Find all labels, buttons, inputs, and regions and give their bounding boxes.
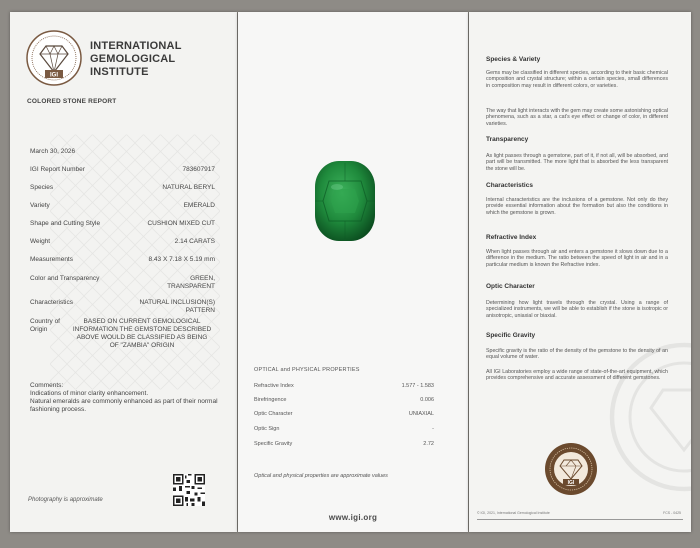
optical-note: Optical and physical properties are approximate values bbox=[254, 473, 388, 479]
section-text-optic-character: Determining how light travels through the crystal. Using a range of specialized instruments, we will be able to establish if the stone is isotropic or anisotropic, uniaxial or biaxial. bbox=[486, 300, 668, 319]
form-code: FCS - 0425 bbox=[663, 511, 681, 515]
section-title-optic-character: Optic Character bbox=[486, 283, 535, 290]
section-title-characteristics: Characteristics bbox=[486, 182, 533, 189]
section-text-specific-gravity-2: All IGI Laboratories employ a wide range of state-of-the-art equipment, which provides comprehensive and accurate assessment of different gemstones. bbox=[486, 369, 668, 382]
emerald-gemstone-image bbox=[313, 159, 377, 243]
report-middle-panel: OPTICAL and PHYSICAL PROPERTIES Refractive Index 1.577 - 1.583 Birefringence 0.006 Optic Character UNIAXIAL Optic Sign - Specific Gravity 2.72 Optical and physical properties are approximate values www.igi.org bbox=[238, 12, 468, 532]
section-title-refractive-index: Refractive Index bbox=[486, 234, 537, 241]
section-text-characteristics: Internal characteristics are the inclusions of a gemstone. Not only do they provide essential information about the formation but also the conditions in which the gemstone is grown. bbox=[486, 197, 668, 216]
svg-text:IGI: IGI bbox=[49, 72, 59, 79]
section-title-species: Species & Variety bbox=[486, 56, 541, 63]
report-front-panel: IGI INTERNATIONAL GEMOLOGICAL INSTITUTE COLORED STONE REPORT March 30, 2026 IGI Report Number 783607917 Species NATURAL BERYL Variety EMERALD Shape and Cutting Style CUSHION MIXED CUT Weight 2.14 CARATS Measurements 8.43 X 7.18 X 5.19 mm Color and Transparency GREEN, TRANSPARENT Characteristics NATURAL INCLUSION(S) PATTERN Country of Origin BASED ON CURRENT GEMOLOGICAL INFORMATION THE GEMSTONE DESCRIBED ABOVE WOULD BE CLASSIFIED AS BEING OF "ZAMBIA" ORIGIN Comments: Indications of minor clarity enhancement. Natural emeralds are commonly enhanced as part of their normal fashioning process. Photography is approximate bbox=[10, 12, 237, 532]
institute-name: INTERNATIONAL GEMOLOGICAL INSTITUTE bbox=[90, 40, 182, 78]
report-title: COLORED STONE REPORT bbox=[27, 98, 117, 105]
svg-text:IGI: IGI bbox=[567, 480, 575, 486]
igi-seal-icon bbox=[544, 442, 598, 496]
copyright-text: © IGI, 2021, International Gemological Institute bbox=[477, 511, 550, 515]
photo-note: Photography is approximate bbox=[28, 497, 103, 503]
origin-value: BASED ON CURRENT GEMOLOGICAL INFORMATION THE GEMSTONE DESCRIBED ABOVE WOULD BE CLASSIFIED AS BEING OF "ZAMBIA" ORIGIN bbox=[72, 318, 212, 349]
section-text-refractive-index: When light passes through air and enters a gemstone it slows down due to a difference in the medium. The ratio between the speed of light in air and in a particular medium is known the Refractive index. bbox=[486, 249, 668, 268]
watermark-seal-icon bbox=[609, 342, 691, 492]
report-date: March 30, 2026 bbox=[30, 148, 76, 155]
comments-block: Comments: Indications of minor clarity enhancement. Natural emeralds are commonly enhanced as part of their normal fashioning process. bbox=[30, 382, 218, 413]
footer-disclaimer-bar bbox=[477, 519, 683, 528]
qr-code-icon[interactable] bbox=[173, 474, 205, 506]
section-text-specific-gravity-1: Specific gravity is the ratio of the density of the gemstone to the density of an equal volume of water. bbox=[486, 348, 668, 361]
section-text-transparency: As light passes through a gemstone, part of it, if not all, will be absorbed, and part will be transmitted. The more light that is absorbed the less transparent the stone will be. bbox=[486, 153, 668, 172]
section-title-specific-gravity: Specific Gravity bbox=[486, 332, 536, 339]
website-link[interactable]: www.igi.org bbox=[328, 513, 378, 522]
section-text-species-1: Gems may be classified in different species, according to their basic chemical composition and crystal structure; within a certain species, small differences in composition may result in different colors, or varieties. bbox=[486, 70, 668, 89]
igi-logo-icon bbox=[26, 30, 82, 86]
section-text-species-2: The way that light interacts with the gem may create some astonishing optical phenomena, such as a star, a cat's eye effect or change of color, in different varieties. bbox=[486, 108, 668, 127]
report-info-panel bbox=[469, 12, 691, 532]
optical-properties-heading: OPTICAL and PHYSICAL PROPERTIES bbox=[254, 367, 360, 373]
section-title-transparency: Transparency bbox=[486, 136, 529, 143]
